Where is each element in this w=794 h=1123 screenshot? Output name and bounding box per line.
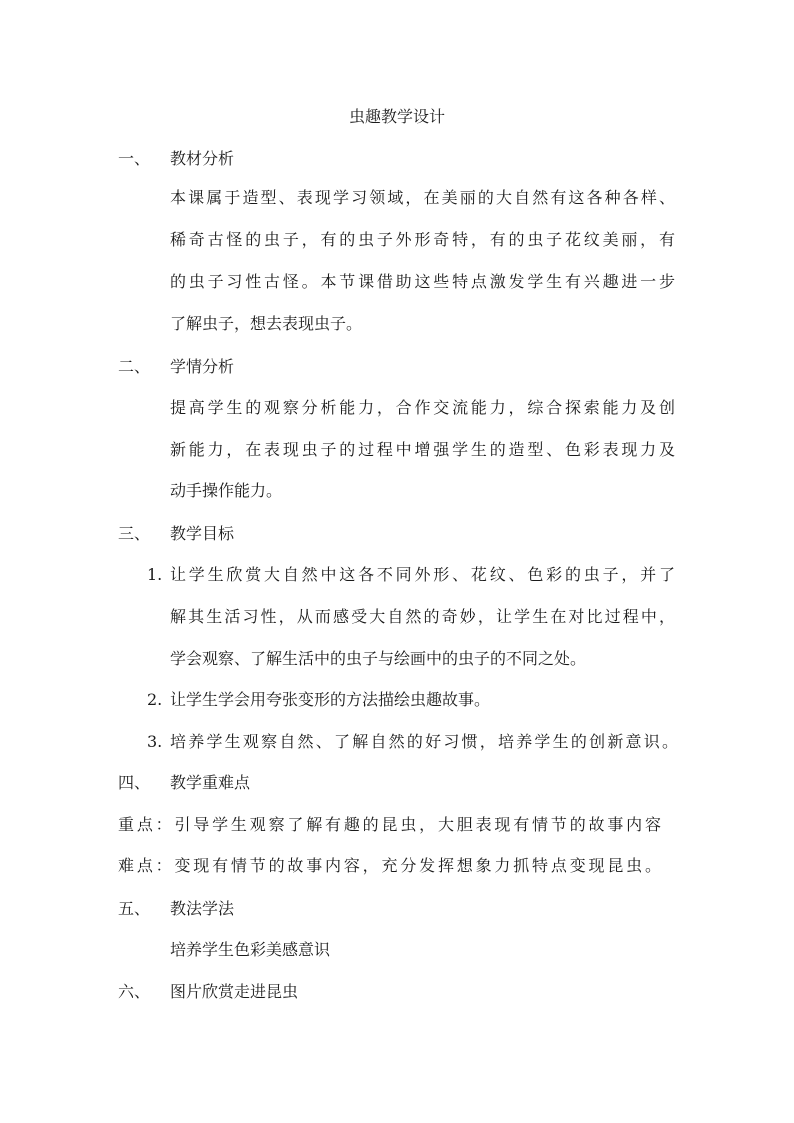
list-item-line: 培养学生观察自然、了解自然的好习惯，培养学生的创新意识。 — [170, 732, 678, 751]
section-number: 一、 — [118, 149, 151, 168]
section-number: 二、 — [118, 357, 151, 376]
paragraph-line: 稀奇古怪的虫子，有的虫子外形奇特，有的虫子花纹美丽，有 — [170, 230, 675, 249]
section-heading: 图片欣赏走进昆虫 — [170, 982, 299, 1001]
paragraph-line: 新能力，在表现虫子的过程中增强学生的造型、色彩表现力及 — [170, 440, 675, 459]
list-item-marker: 3. — [147, 732, 163, 751]
document-title: 虫趣教学设计 — [348, 107, 445, 126]
list-item-marker: 2. — [147, 690, 163, 709]
paragraph-line: 培养学生色彩美感意识 — [170, 940, 331, 959]
paragraph-line: 的虫子习性古怪。本节课借助这些特点激发学生有兴趣进一步 — [170, 272, 675, 291]
list-item-line: 学会观察、了解生活中的虫子与绘画中的虫子的不同之处。 — [170, 649, 587, 668]
list-item-marker: 1. — [147, 565, 163, 584]
section-number: 六、 — [118, 982, 151, 1001]
section-number: 五、 — [118, 899, 151, 918]
list-item-line: 解其生活习性，从而感受大自然的奇妙，让学生在对比过程中， — [170, 607, 675, 626]
paragraph-line: 了解虫子，想去表现虫子。 — [170, 314, 363, 333]
paragraph-line: 提高学生的观察分析能力，合作交流能力，综合探索能力及创 — [170, 398, 675, 417]
section-heading: 教材分析 — [170, 149, 235, 168]
section-heading: 教学目标 — [170, 524, 235, 543]
section-number: 三、 — [118, 524, 151, 543]
list-item-line: 让学生欣赏大自然中这各不同外形、花纹、色彩的虫子，并了 — [170, 565, 675, 584]
section-number: 四、 — [118, 773, 151, 792]
section-heading: 教学重难点 — [170, 773, 251, 792]
list-item-line: 让学生学会用夸张变形的方法描绘虫趣故事。 — [170, 690, 491, 709]
paragraph-line: 难点：变现有情节的故事内容，充分发挥想象力抓特点变现昆虫。 — [118, 856, 661, 875]
paragraph-line: 重点：引导学生观察了解有趣的昆虫，大胆表现有情节的故事内容 — [118, 815, 661, 834]
paragraph-line: 本课属于造型、表现学习领域，在美丽的大自然有这各种各样、 — [170, 188, 675, 207]
section-heading: 教法学法 — [170, 899, 235, 918]
paragraph-line: 动手操作能力。 — [170, 481, 283, 500]
section-heading: 学情分析 — [170, 357, 235, 376]
